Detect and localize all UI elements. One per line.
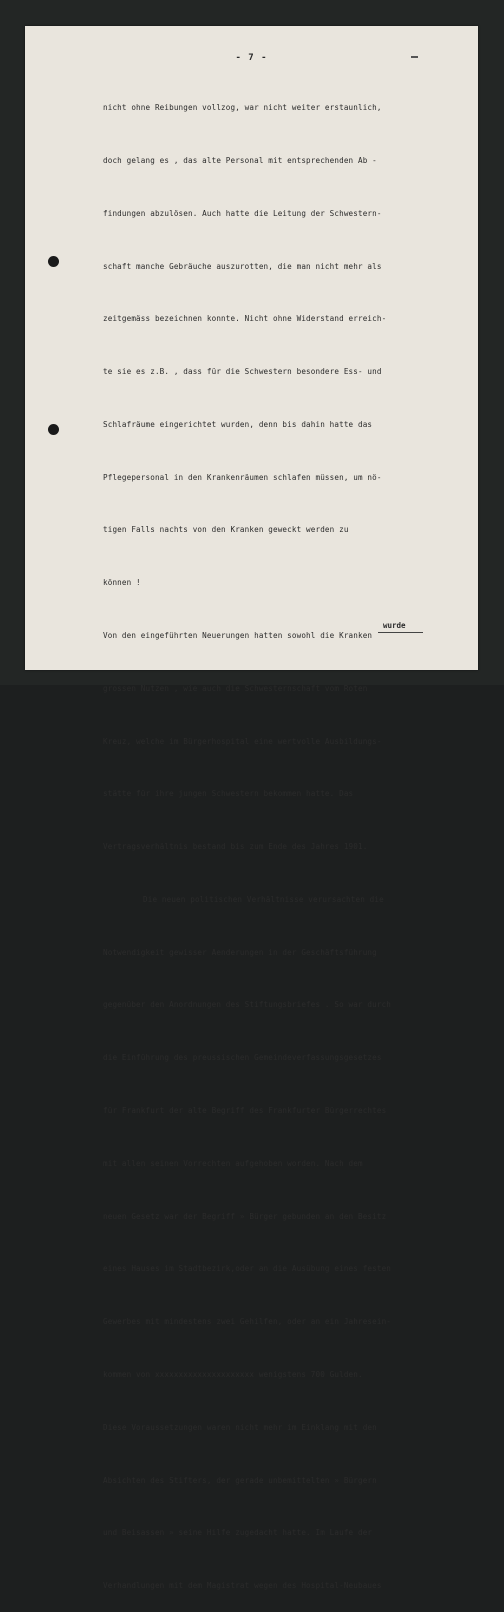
text-line: Schlafräume eingerichtet wurden, denn bis dahin hatte das [103, 419, 373, 429]
text-line: Pflegepersonal in den Krankenräumen schlafen müssen, um nö- [103, 472, 382, 482]
text-line: gegenüber den Anordnungen des Stiftungsbriefes . So war durch [103, 1000, 392, 1010]
text-line: grossen Nutzen , wie auch die Schwesternschaft vom Roten [103, 683, 368, 693]
text-line: Notwendigkeit gewisser Aenderungen in der Geschäftsführung [103, 947, 377, 957]
corner-mark [411, 56, 418, 58]
text-line: Kreuz, welche im Bürgerhospital eine wertvolle Ausbildungs- [103, 736, 382, 746]
text-line: Verhandlungen mit dem Magistrat wegen des Hospital-Neubaues [103, 1581, 382, 1591]
text-line: und Beisassen » seine Hilfe zugedacht hatte. Im Laufe der [103, 1528, 373, 1538]
catchword-underline [378, 632, 423, 633]
text-line: schaft manche Gebräuche auszurotten, die man nicht mehr als [103, 261, 382, 271]
text-line: Von den eingeführten Neuerungen hatten sowohl die Kranken [103, 631, 373, 640]
text-line: zeitgemäss bezeichnen konnte. Nicht ohne Widerstand erreich- [103, 314, 387, 324]
text-line: Vertragsverhältnis bestand bis zum Ende des Jahres 1901. [103, 842, 368, 852]
text-line: Gewerbes mit mindestens zwei Gehilfen, oder an ein Jahresein- [103, 1317, 392, 1327]
text-line: mit allen seinen Vorrechten aufgehoben worden. Nach dem [103, 1158, 363, 1168]
punch-hole-bottom [48, 424, 59, 435]
text-line: neuen Gesetz war der Begriff » Bürger gebunden an den Besitz [103, 1211, 387, 1221]
text-line: nicht ohne Reibungen vollzog, war nicht weiter erstaunlich, [103, 103, 382, 113]
document-text [103, 64, 453, 1612]
text-line: te sie es z.B. , dass für die Schwestern besondere Ess- und [103, 367, 382, 377]
text-line: Absichten des Stifters, der gerade unbemittelten » Bürgern [103, 1475, 377, 1485]
text-line: eines Hauses im Stadtbezirk,oder an die Ausübung eines festen [103, 1264, 392, 1274]
text-line: Die neuen politischen Verhältnisse verursachten die [143, 894, 384, 904]
text-line: können ! [103, 578, 141, 588]
catchword: wurde [383, 621, 406, 630]
text-line: die Einführung des preussischen Gemeindeverfassungsgesetzes [103, 1053, 382, 1063]
punch-hole-top [48, 256, 59, 267]
text-line: kommen von xxxxxxxxxxxxxxxxxxxxx wenigstens 700 Gulden. [103, 1369, 363, 1379]
page-number: - 7 - [235, 53, 268, 63]
text-line: Diese Voraussetzungen waren nicht mehr im Einklang mit den [103, 1422, 377, 1432]
text-line: für Frankfurt der alte Begriff des Frankfurter Bürgerrechtes [103, 1106, 387, 1116]
text-line: stätte für ihre jungen Schwestern bekommen hatte. Das [103, 789, 354, 799]
text-line: findungen abzulösen. Auch hatte die Leitung der Schwestern- [103, 208, 382, 218]
text-line: tigen Falls nachts von den Kranken geweckt werden zu [103, 525, 349, 535]
text-line: doch gelang es , das alte Personal mit entsprechenden Ab - [103, 155, 377, 165]
